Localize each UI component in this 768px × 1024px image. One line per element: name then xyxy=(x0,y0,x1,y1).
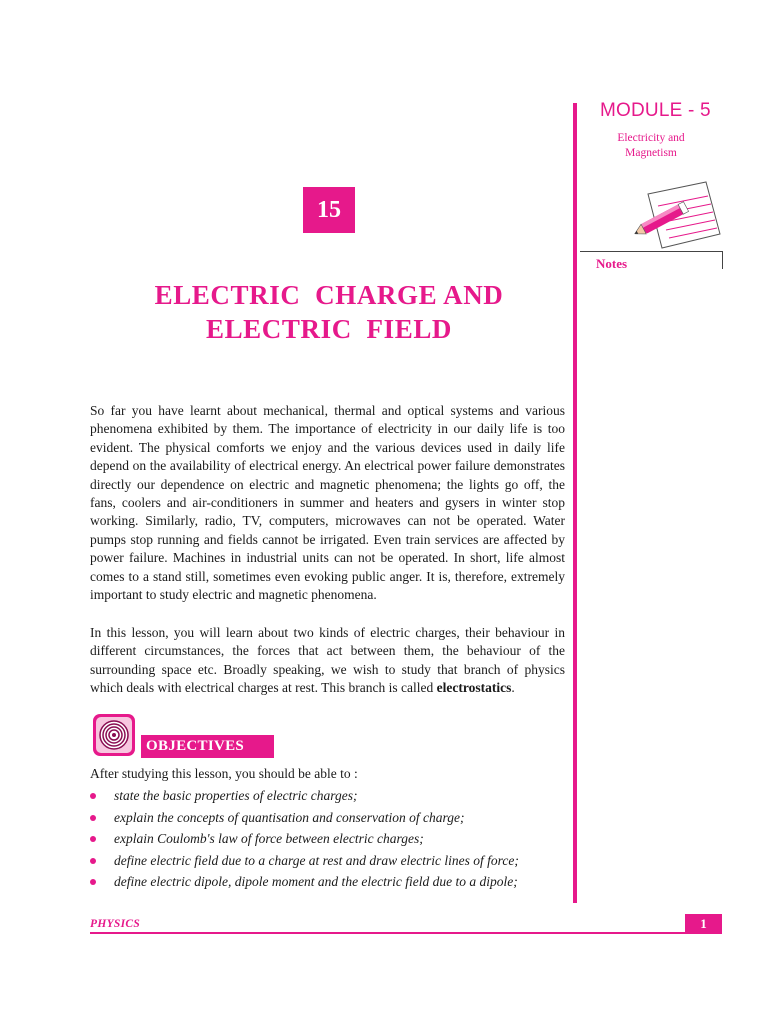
chapter-number: 15 xyxy=(303,187,355,233)
lesson-paragraph-end: . xyxy=(511,680,515,696)
list-item xyxy=(90,828,570,850)
list-item xyxy=(90,850,570,872)
bullet-icon xyxy=(90,815,96,821)
sidebar-divider xyxy=(573,103,577,903)
module-subject xyxy=(596,131,706,161)
lesson-paragraph xyxy=(90,624,565,698)
footer-subject: PHYSICS xyxy=(90,918,141,930)
notes-pencil-icon xyxy=(628,176,724,260)
module-subject-line2: Magnetism xyxy=(625,147,677,159)
notes-rule xyxy=(580,251,723,252)
objective-text: explain the concepts of quantisation and conservation of charge; xyxy=(114,809,465,825)
chapter-title xyxy=(90,278,568,346)
list-item xyxy=(90,871,570,893)
intro-paragraph: So far you have learnt about mechanical, thermal and optical systems and various phenomena exhibited by them. The importance of electricity in our daily life is too evident. The physical comforts we enjoy and the various devices used in daily life depend on the availability of electrical energy. An electrical power failure demonstrates directly our dependence on electric and magnetic phenomena; the lights go off, the fans, coolers and air-conditioners in summer and heaters and gysers in winter stop working. Similarly, radio, TV, computers, microwaves can not be operated. Water pumps stop running and fields cannot be irrigated. Even train services are affected by power failure. Machines in industrial units can not be operated. In short, life almost comes to a stand still, sometimes even evoking public anger. It is, therefore, extremely important to study electric and magnetic phenomena. xyxy=(90,403,565,603)
footer-rule xyxy=(90,932,722,934)
bullet-icon xyxy=(90,858,96,864)
page-number: 1 xyxy=(685,914,722,934)
lesson-paragraph-text: In this lesson, you will learn about two kinds of electric charges, their behaviour in different circumstances, the forces that act between them, the behaviour of the surrounding space etc. Broadly speaking, we wish to study that branch of physics which deals with electrical charges at rest. This branch is called xyxy=(90,625,565,696)
notes-rule-tick xyxy=(722,251,723,269)
bullet-icon xyxy=(90,836,96,842)
target-icon xyxy=(92,713,136,757)
objective-text: define electric field due to a charge at rest and draw electric lines of force; xyxy=(114,852,519,868)
chapter-title-line1: ELECTRIC CHARGE AND xyxy=(154,280,504,310)
notes-label: Notes xyxy=(596,256,628,271)
list-item xyxy=(90,785,570,807)
objective-text: explain Coulomb's law of force between electric charges; xyxy=(114,831,424,846)
module-label: MODULE - 5 xyxy=(600,100,711,121)
objectives-heading: OBJECTIVES xyxy=(141,735,274,758)
objective-text: define electric dipole, dipole moment and the electric field due to a dipole; xyxy=(114,874,518,889)
list-item xyxy=(90,807,570,829)
bullet-icon xyxy=(90,793,96,799)
objective-text: state the basic properties of electric charges; xyxy=(114,788,358,803)
bullet-icon xyxy=(90,879,96,885)
electrostatics-term: electrostatics xyxy=(436,680,512,696)
module-subject-line1: Electricity and xyxy=(617,132,685,144)
objectives-intro: After studying this lesson, you should be able to : xyxy=(90,766,358,781)
objectives-list xyxy=(90,785,570,893)
chapter-title-line2: ELECTRIC FIELD xyxy=(205,314,453,344)
